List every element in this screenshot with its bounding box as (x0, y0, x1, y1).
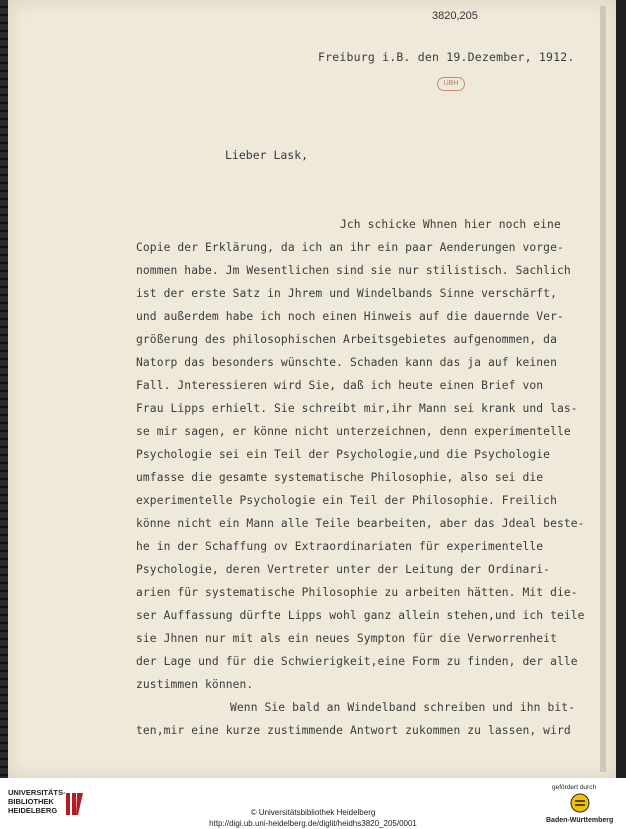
body-line: Natorp das besonders wünschte. Schaden kann das ja auf keinen (136, 356, 557, 369)
shelfmark-annotation: 3820,205 (432, 10, 478, 22)
body-line: Copie der Erklärung, da ich an ihr ein paar Aenderungen vorge- (136, 241, 564, 254)
library-logo-line: UNIVERSITÄTS- (8, 788, 66, 797)
body-line: Wenn Sie bald an Windelband schreiben und ihn bit- (230, 701, 576, 714)
body-line: Fall. Jnteressieren wird Sie, daß ich heute einen Brief von (136, 379, 544, 392)
body-line: he in der Schaffung ov Extraordinariaten für experimentelle (136, 540, 544, 553)
scan-ruler (0, 0, 8, 778)
body-line: könne nicht ein Mann alle Teile bearbeiten, aber das Jdeal beste- (136, 517, 585, 530)
body-line: ist der erste Satz in Jhrem und Windelbands Sinne verschärft, (136, 287, 557, 300)
library-stamp: UBH (437, 77, 465, 91)
state-emblem-icon (570, 793, 590, 813)
body-line: arien für systematische Philosophie zu arbeiten hätten. Mit die- (136, 586, 578, 599)
body-line: Jch schicke Whnen hier noch eine (340, 218, 561, 231)
body-line: experimentelle Psychologie ein Teil der Philosophie. Freilich (136, 494, 557, 507)
body-line: se mir sagen, er könne nicht unterzeichnen, denn experimentelle (136, 425, 571, 438)
body-line: ten,mir eine kurze zustimmende Antwort zukommen zu lassen, wird (136, 724, 571, 737)
body-line: zustimmen können. (136, 678, 254, 691)
letter-salutation: Lieber Lask, (225, 148, 309, 162)
body-line: der Lage und für die Schwierigkeit,eine Form zu finden, der alle (136, 655, 578, 668)
library-logo-line: HEIDELBERG (8, 806, 58, 815)
body-line: größerung des philosophischen Arbeitsgebietes aufgenommen, da (136, 333, 557, 346)
letter-dateline: Freiburg i.B. den 19.Dezember, 1912. (318, 50, 575, 64)
library-logo-line: BIBLIOTHEK (8, 797, 54, 806)
sponsor-name: Baden-Württemberg (546, 817, 614, 824)
body-line: ser Auffassung dürfte Lipps wohl ganz allein stehen,und ich teile (136, 609, 585, 622)
body-line: umfasse die gesamte systematische Philosophie, also sei die (136, 471, 544, 484)
copyright-notice: © Universitätsbibliothek Heidelberg (250, 808, 376, 817)
body-line: Psychologie sei ein Teil der Psychologie,und die Psychologie (136, 448, 551, 461)
viewer-footer (0, 778, 626, 829)
body-line: und außerdem habe ich noch einen Hinweis auf die dauernde Ver- (136, 310, 564, 323)
body-line: nommen habe. Jm Wesentlichen sind sie nur stilistisch. Sachlich (136, 264, 571, 277)
body-line: Frau Lipps erhielt. Sie schreibt mir,ihr Mann sei krank und las- (136, 402, 578, 415)
body-line: sie Jhnen nur mit als ein neues Sympton für die Verworrenheit (136, 632, 557, 645)
sponsor-label: gefördert durch (552, 784, 597, 791)
permalink[interactable]: http://digi.ub.uni-heidelberg.de/diglit/heidhs3820_205/0001 (209, 819, 417, 828)
body-line: Psychologie, deren Vertreter unter der Leitung der Ordinari- (136, 563, 551, 576)
